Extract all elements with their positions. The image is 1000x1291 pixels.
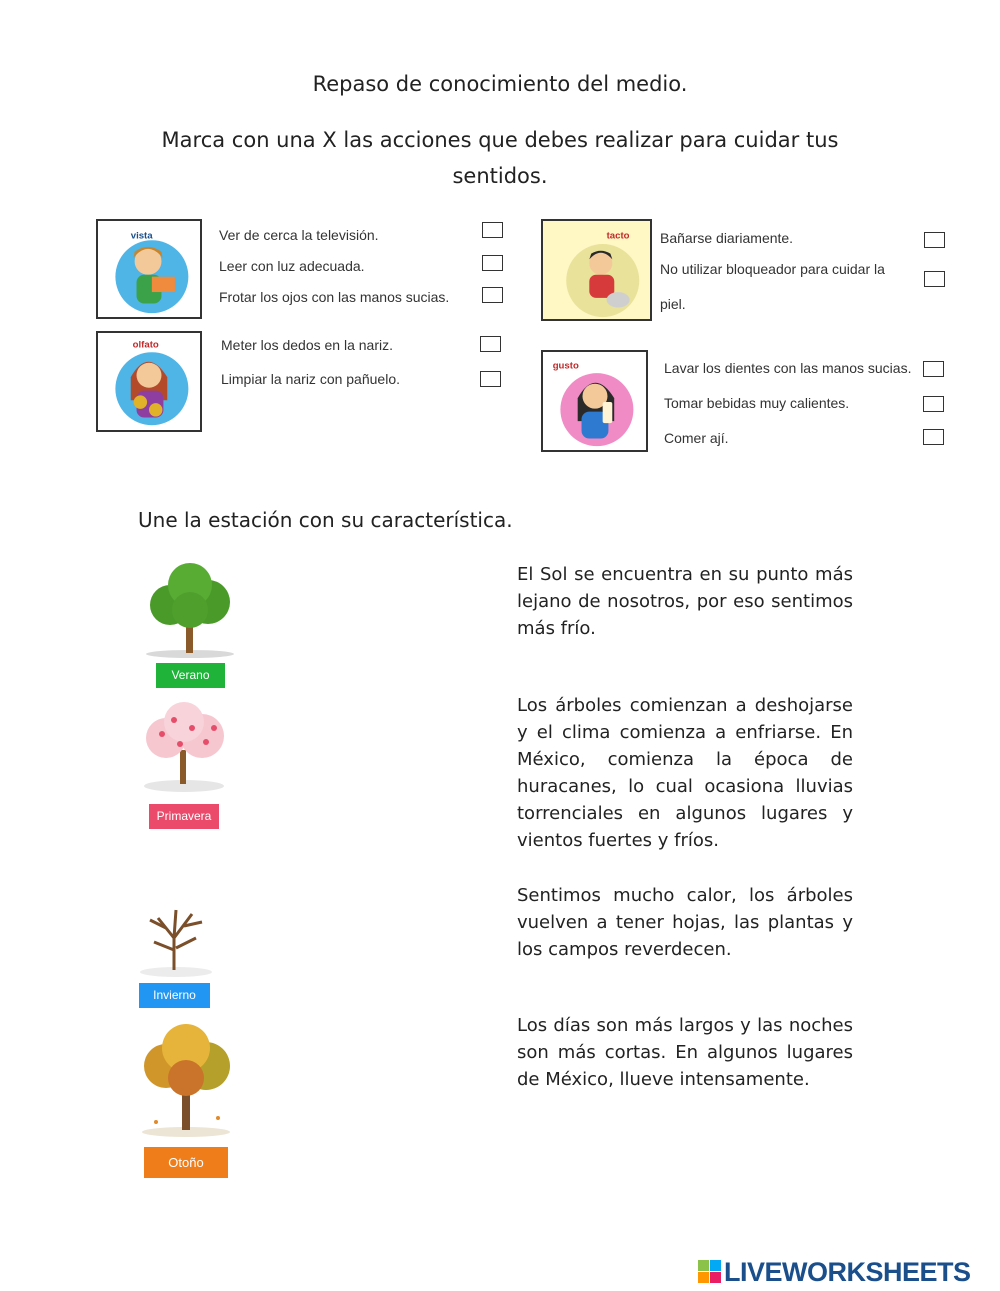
vista-option-2: Leer con luz adecuada. bbox=[219, 258, 365, 274]
vista-checkbox-2[interactable] bbox=[482, 255, 503, 271]
summer-tree-icon bbox=[140, 560, 240, 660]
season-description-1: El Sol se encuentra en su punto más lejano de nosotros, por eso sentimos más frío. bbox=[517, 564, 853, 639]
olfato-tag: olfato bbox=[132, 339, 159, 351]
instruction-text: Marca con una X las acciones que debes realizar para cuidar tus sentidos. bbox=[161, 128, 839, 188]
tacto-tag: tacto bbox=[606, 230, 630, 242]
olfato-option-2: Limpiar la nariz con pañuelo. bbox=[221, 371, 400, 387]
season-label-invierno[interactable]: Invierno bbox=[139, 983, 210, 1008]
gusto-checkbox-3[interactable] bbox=[923, 429, 944, 445]
winter-tree-icon bbox=[136, 890, 216, 980]
seasons-title: Une la estación con su característica. bbox=[138, 508, 513, 532]
gusto-tag: gusto bbox=[552, 360, 579, 372]
tacto-image bbox=[541, 219, 652, 321]
season-label-verano[interactable]: Verano bbox=[156, 663, 225, 688]
vista-image bbox=[96, 219, 202, 319]
tacto-option-2: No utilizar bloqueador para cuidar la bbox=[660, 261, 885, 277]
season-description-3: Sentimos mucho calor, los árboles vuelven a tener hojas, las plantas y los campos reverdecen. bbox=[517, 885, 853, 960]
olfato-checkbox-1[interactable] bbox=[480, 336, 501, 352]
tacto-option-3: piel. bbox=[660, 296, 686, 312]
liveworksheets-logo-icon bbox=[698, 1260, 722, 1284]
vista-checkbox-1[interactable] bbox=[482, 222, 503, 238]
gusto-image bbox=[541, 350, 648, 452]
olfato-image bbox=[96, 331, 202, 432]
vista-checkbox-3[interactable] bbox=[482, 287, 503, 303]
olfato-checkbox-2[interactable] bbox=[480, 371, 501, 387]
olfato-option-1: Meter los dedos en la nariz. bbox=[221, 337, 393, 353]
gusto-checkbox-2[interactable] bbox=[923, 396, 944, 412]
vista-tag: vista bbox=[130, 230, 153, 242]
brand-name: LIVEWORKSHEETS bbox=[724, 1257, 971, 1287]
gusto-option-1: Lavar los dientes con las manos sucias. bbox=[664, 360, 912, 376]
tacto-option-1: Bañarse diariamente. bbox=[660, 230, 794, 246]
tacto-checkbox-1[interactable] bbox=[924, 232, 945, 248]
vista-option-1: Ver de cerca la televisión. bbox=[219, 227, 379, 243]
vista-option-3: Frotar los ojos con las manos sucias. bbox=[219, 289, 450, 305]
page-title: Repaso de conocimiento del medio. bbox=[312, 72, 688, 96]
gusto-option-2: Tomar bebidas muy calientes. bbox=[664, 395, 850, 411]
gusto-checkbox-1[interactable] bbox=[923, 361, 944, 377]
season-description-4: Los días son más largos y las noches son más cortas. En algunos lugares de México, llueve intensamente. bbox=[517, 1015, 853, 1090]
season-label-primavera[interactable]: Primavera bbox=[149, 804, 219, 829]
spring-tree-icon bbox=[140, 698, 230, 798]
tacto-checkbox-2[interactable] bbox=[924, 271, 945, 287]
gusto-option-3: Comer ají. bbox=[664, 430, 729, 446]
season-label-otono[interactable]: Otoño bbox=[144, 1147, 228, 1178]
season-description-2: Los árboles comienzan a deshojarse y el clima comienza a enfriarse. En México, comienza la época de huracanes, lo cual ocasiona lluvias torrenciales en algunos lugares y vientos fuertes y fríos. bbox=[517, 695, 853, 851]
autumn-tree-icon bbox=[136, 1022, 238, 1140]
